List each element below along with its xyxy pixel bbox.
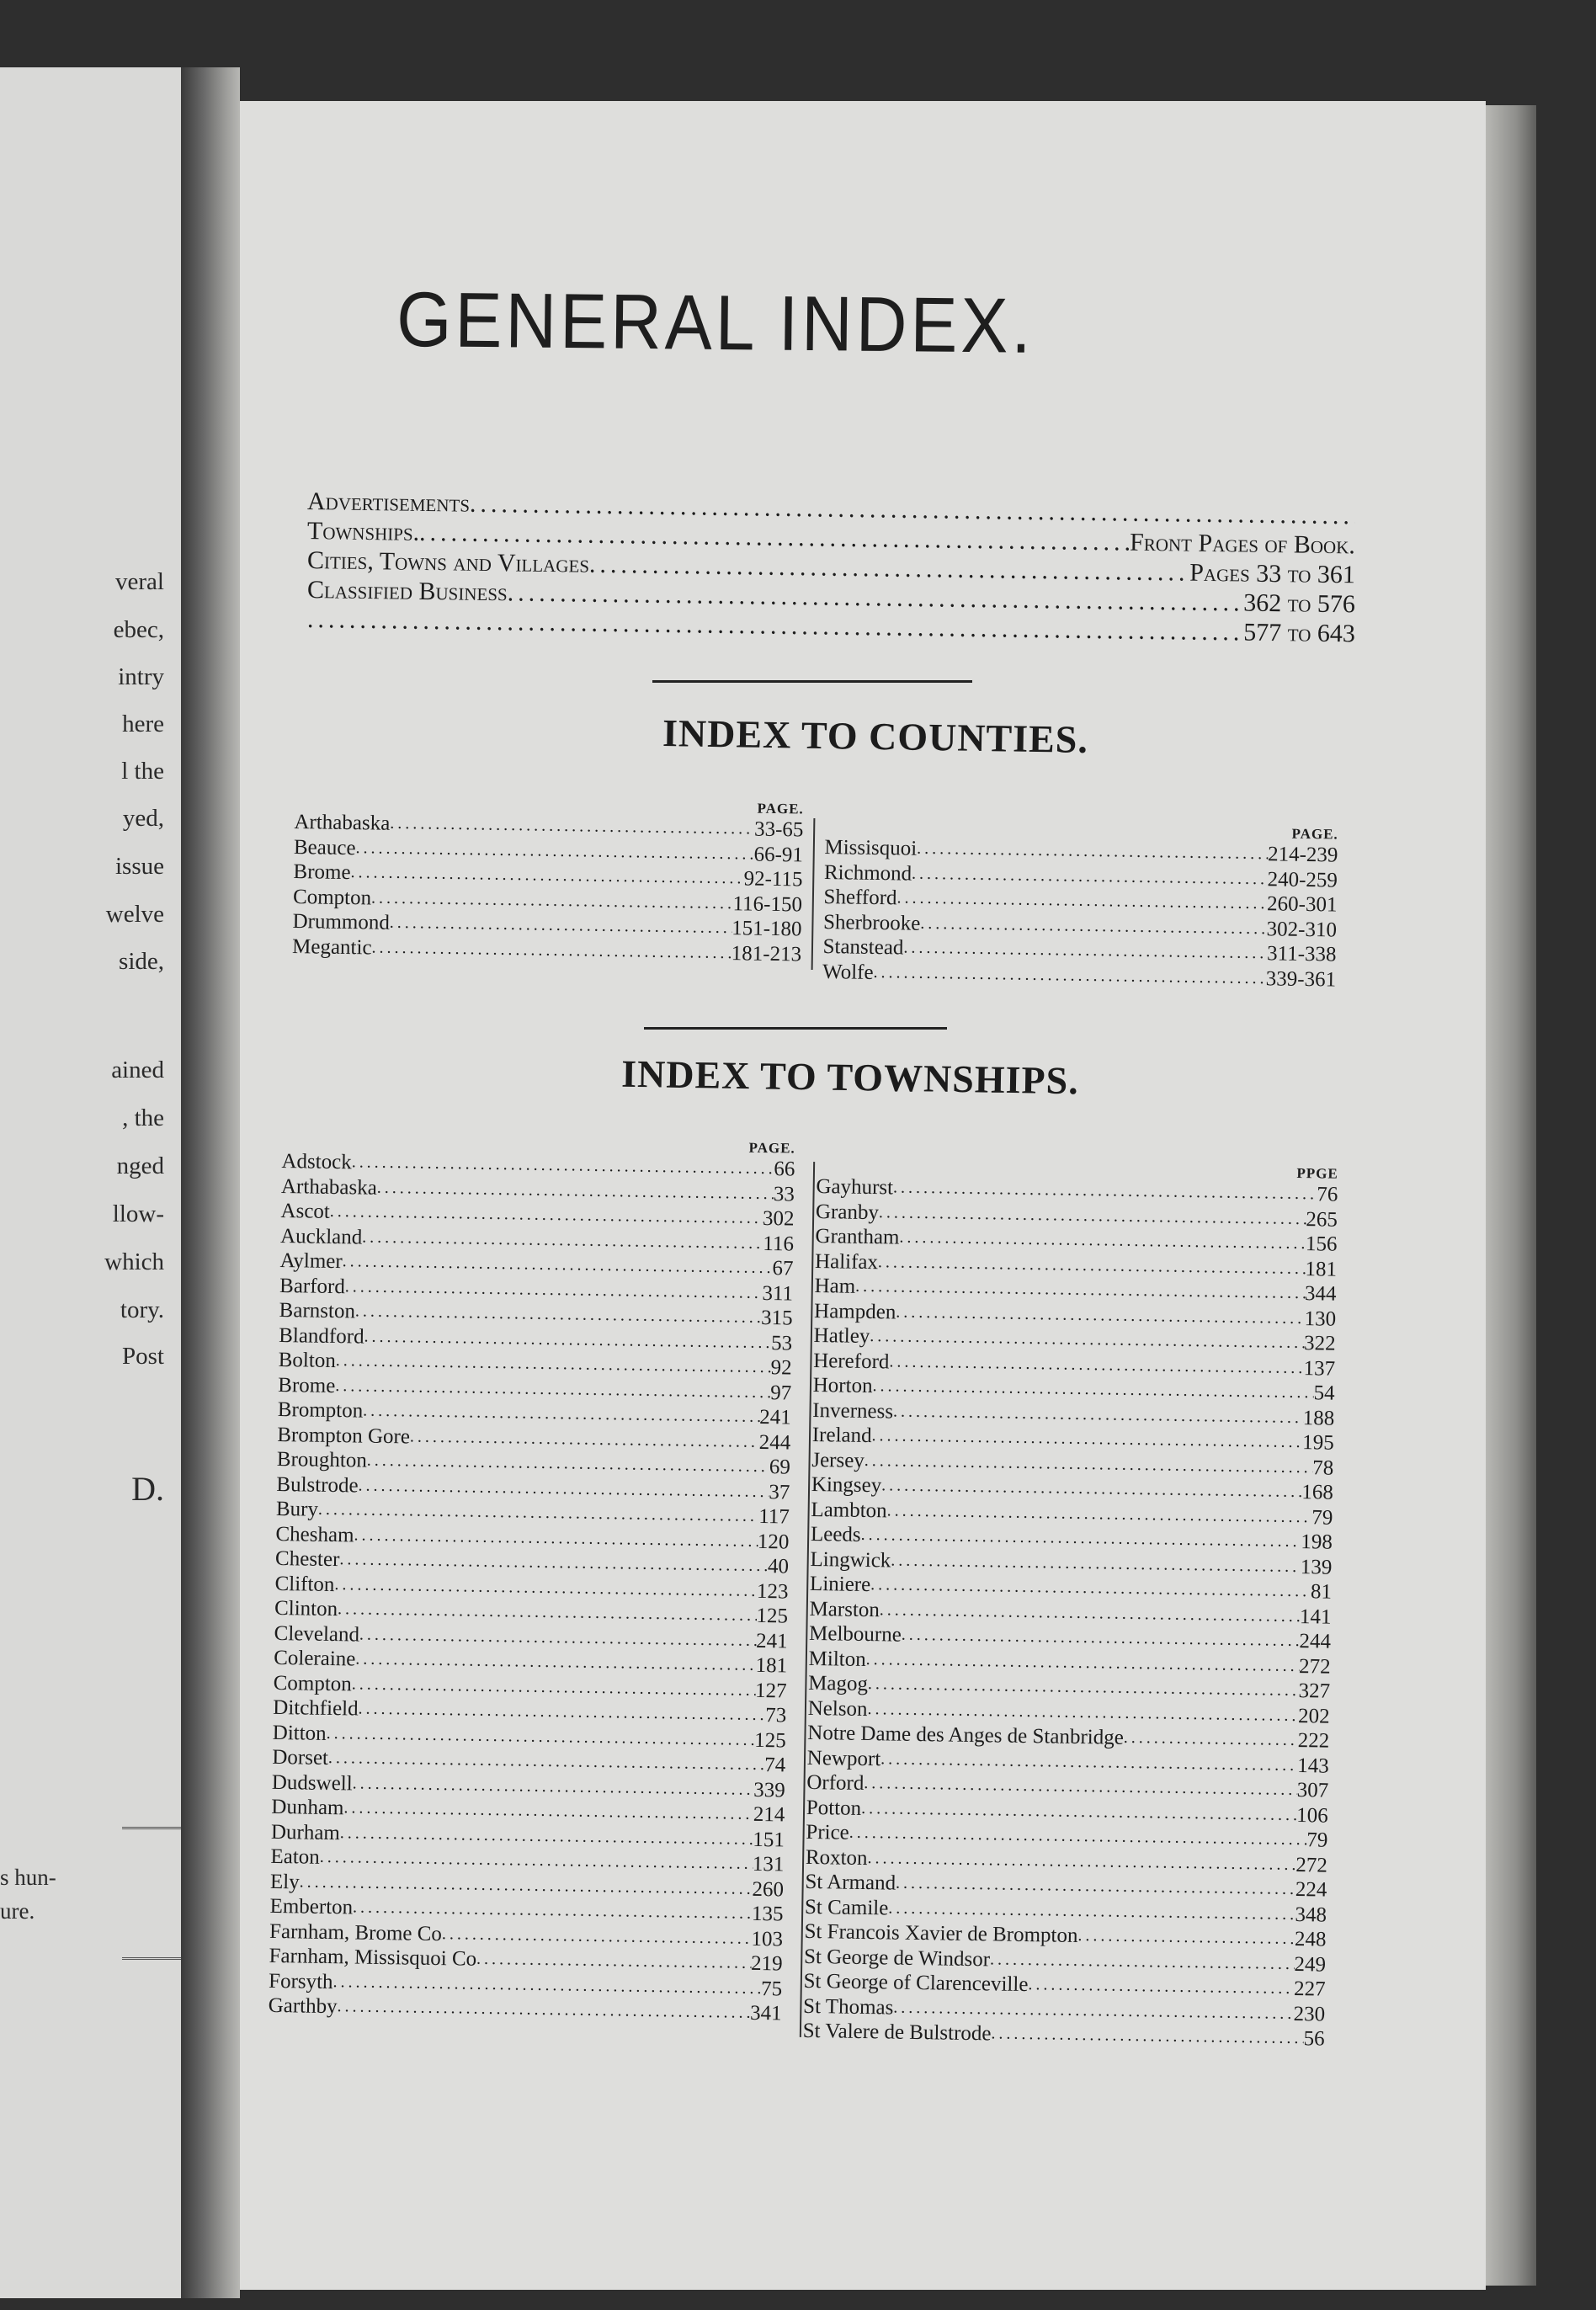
entry-page: 248 — [1294, 1928, 1327, 1951]
entry-page: 125 — [754, 1728, 786, 1752]
entry-page: 123 — [756, 1579, 789, 1604]
entry-name: Brompton — [277, 1397, 364, 1423]
entry-name: Liniere — [809, 1572, 871, 1597]
entry-page: 76 — [1317, 1183, 1338, 1206]
left-page-fragment: intry — [118, 663, 164, 690]
entry-name: Clinton — [274, 1596, 338, 1621]
entry-name: Dunham — [271, 1795, 344, 1820]
entry-name: St George de Windsor — [803, 1945, 991, 1971]
entry-name: Compton — [292, 885, 372, 909]
entry-page: 156 — [1305, 1232, 1338, 1256]
entry-page: 73 — [764, 1704, 787, 1727]
entry-name: Emberton — [269, 1894, 354, 1919]
entry-name: Beauce — [293, 835, 356, 860]
entry-page: 151-180 — [732, 917, 802, 941]
entry-name: Bulstrode — [276, 1472, 359, 1497]
entry-page: 120 — [757, 1530, 790, 1554]
entry-name: Milton — [808, 1647, 866, 1671]
entry-name: Wolfe — [822, 960, 874, 984]
entry-page: 260-301 — [1266, 892, 1338, 917]
entry-page: 260 — [752, 1877, 785, 1901]
entry-page: 249 — [1294, 1952, 1327, 1977]
entry-page: 143 — [1297, 1754, 1329, 1778]
entry-name: Brome — [278, 1373, 336, 1397]
entry-page: 131 — [752, 1852, 785, 1876]
entry-name: Eaton — [270, 1844, 321, 1869]
entry-page: 341 — [749, 2001, 782, 2025]
entry-page: 302-310 — [1266, 917, 1338, 942]
left-page-rule — [122, 1827, 181, 1833]
entry-page: 327 — [1298, 1679, 1331, 1703]
entry-page: 53 — [770, 1331, 793, 1355]
entry-page: 227 — [1293, 1977, 1326, 2001]
entry-page: 339 — [753, 1778, 786, 1802]
left-page-fragment: here — [122, 711, 164, 737]
entry-name: Arthabaska — [294, 810, 391, 835]
left-page-fragment: welve — [105, 901, 164, 928]
entry-page: 97 — [770, 1381, 792, 1405]
entry-name: Ascot — [280, 1199, 331, 1223]
entry-page: 348 — [1295, 1903, 1327, 1927]
entry-page: 117 — [758, 1504, 790, 1529]
entry-page: 181 — [1305, 1257, 1338, 1281]
entry-name: Barford — [279, 1274, 346, 1298]
entry-name: Aylmer — [279, 1248, 343, 1274]
left-page-fragment: ure. — [0, 1898, 35, 1924]
entry-name: Richmond — [823, 860, 912, 886]
entry-name: Barnston — [279, 1298, 356, 1323]
general-index-row: Classified Business ..... 362 to 576 — [307, 575, 1355, 619]
entry-name: Lambton — [811, 1498, 887, 1522]
entry-page: 139 — [1300, 1555, 1333, 1579]
entry-name: Grantham — [815, 1224, 900, 1249]
entry-name: Garthby — [268, 1993, 338, 2019]
entry-name: Notre Dame des Anges de Stanbridge — [807, 1721, 1125, 1749]
townships-right-column — [802, 1158, 1338, 2052]
townships-left-column — [268, 1132, 795, 2026]
entry-page: 322 — [1303, 1332, 1336, 1355]
left-page-fragment: side, — [119, 948, 164, 975]
entry-name: Durham — [270, 1820, 341, 1844]
left-page-fragment: veral — [115, 568, 164, 595]
page-column-label: PAGE. — [757, 800, 804, 817]
left-page-fragment: which — [104, 1248, 164, 1275]
entry-name: Price — [806, 1820, 849, 1844]
entry-page: 222 — [1297, 1729, 1330, 1753]
entry-page: 151 — [753, 1828, 785, 1851]
entry-page: 130 — [1304, 1307, 1337, 1331]
entry-page: 66-91 — [753, 843, 804, 866]
entry-name: Marston — [809, 1597, 880, 1621]
entry-page: 33-65 — [753, 817, 804, 842]
entry-name: Bolton — [278, 1348, 337, 1373]
entry-name: Roxton — [805, 1845, 868, 1870]
counties-left-column — [292, 793, 804, 966]
section-divider — [652, 680, 972, 683]
entry-page: 66 — [774, 1158, 795, 1181]
entry-name: Lingwick — [810, 1547, 891, 1572]
entry-name: Granby — [815, 1200, 880, 1224]
page-edge — [1486, 105, 1536, 2286]
entry-name: Ditchfield — [273, 1695, 359, 1721]
entry-name: St Francois Xavier de Brompton — [804, 1919, 1078, 1947]
left-page-fragment: issue — [115, 853, 164, 880]
entry-page: 74 — [764, 1754, 786, 1777]
entry-page: 79 — [1306, 1828, 1328, 1852]
page-column-label: PAGE. — [1291, 825, 1338, 843]
entry-page: 307 — [1296, 1779, 1329, 1802]
entry-name: Magog — [807, 1671, 869, 1696]
entry-page: 230 — [1293, 2002, 1326, 2026]
entry-page: 181 — [755, 1653, 788, 1678]
entry-name: Auckland — [279, 1224, 363, 1249]
entry-name: St Camile — [804, 1895, 889, 1919]
entry-page: 214-239 — [1267, 843, 1338, 867]
entry-page: 224 — [1295, 1878, 1327, 1902]
entry-name: Halifax — [814, 1249, 879, 1274]
entry-page: 214 — [753, 1802, 785, 1827]
entry-page: 67 — [772, 1257, 794, 1280]
entry-page: 168 — [1301, 1481, 1334, 1504]
entry-name: Jersey — [811, 1448, 865, 1472]
entry-name: Coleraine — [273, 1646, 356, 1671]
entry-name: Missisquoi — [824, 835, 918, 860]
entry-page: 79 — [1311, 1505, 1333, 1530]
entry-name: Hampden — [813, 1299, 896, 1324]
entry-name: Broughton — [276, 1447, 368, 1472]
entry-page: 116 — [763, 1232, 795, 1256]
general-index-row: Advertisements ..... — [307, 487, 1355, 530]
entry-name: Potton — [806, 1796, 862, 1820]
entry-name: Ireland — [811, 1423, 872, 1448]
entry-name: Farnham, Brome Co — [269, 1919, 443, 1945]
left-page-fragment: yed, — [122, 805, 164, 832]
left-page-rule — [122, 1957, 181, 1963]
entry-name: Blandford — [279, 1323, 364, 1349]
entry-page: 69 — [769, 1456, 791, 1479]
counties-right-column — [822, 818, 1338, 993]
general-index-row: Cities, Towns and Villages ..... Pages 33 to 361 — [307, 546, 1355, 589]
entry-page: 141 — [1299, 1605, 1332, 1629]
entry-page: 272 — [1298, 1654, 1331, 1679]
entry-name: Arthabaska — [280, 1174, 378, 1200]
entry-page: 40 — [767, 1555, 790, 1578]
entry-page: 33 — [773, 1182, 795, 1206]
entry-page: 56 — [1303, 2027, 1325, 2051]
entry-name: Chester — [274, 1546, 340, 1572]
entry-name: Farnham, Missisquoi Co — [269, 1944, 477, 1971]
left-page-fragment: ebec, — [113, 616, 164, 643]
entry-name: St Thomas — [802, 1994, 894, 2020]
entry-name: Ditton — [272, 1721, 327, 1745]
entry-name: Cleveland — [274, 1621, 360, 1647]
leader-dots — [991, 2021, 1304, 2051]
entry-name: Nelson — [807, 1696, 868, 1721]
entry-name: Hereford — [813, 1349, 890, 1373]
entry-page: 244 — [1299, 1630, 1332, 1653]
entry-page: 315 — [760, 1306, 793, 1330]
entry-name: Compton — [273, 1671, 353, 1695]
entry-name: St George of Clarenceville — [803, 1969, 1029, 1997]
entry-name: Brome — [293, 860, 351, 885]
entry-page: 75 — [760, 1977, 783, 2000]
general-index-row: ..... 577 to 643 — [307, 604, 1355, 648]
left-page-fragment: s hun- — [0, 1865, 56, 1890]
entry-name: Dudswell — [271, 1770, 353, 1795]
entry-name: Kingsey — [811, 1472, 882, 1498]
entry-page: 81 — [1310, 1580, 1333, 1604]
entry-name: St Armand — [805, 1870, 896, 1895]
entry-name: Ely — [269, 1870, 300, 1893]
left-page-fragment: tory. — [120, 1296, 164, 1323]
page-column-label: PAGE. — [748, 1139, 795, 1157]
entry-name: Orford — [806, 1770, 864, 1795]
entry-page: 240-259 — [1267, 867, 1338, 892]
entry-name: Ham — [814, 1274, 856, 1298]
left-page-fragment: D. — [131, 1470, 164, 1508]
page-title: GENERAL INDEX. — [396, 275, 1035, 370]
entry-name: Stanstead — [822, 934, 904, 960]
left-page-fragment: nged — [116, 1152, 164, 1179]
entry-page: 202 — [1297, 1704, 1330, 1728]
entry-page: 272 — [1295, 1853, 1328, 1877]
entry-page: 195 — [1302, 1431, 1334, 1455]
entry-page: 344 — [1304, 1282, 1337, 1306]
entry-page: 116-150 — [732, 892, 803, 916]
section-divider — [644, 1027, 947, 1030]
entry-page: 125 — [756, 1604, 789, 1628]
entry-page: 302 — [762, 1206, 795, 1231]
entry-page: 137 — [1303, 1356, 1336, 1381]
entry-page: 339-361 — [1265, 966, 1337, 992]
entry-name: Leeds — [810, 1522, 861, 1546]
entry-name: Drummond — [292, 909, 391, 934]
entry-page: 188 — [1302, 1406, 1335, 1430]
entry-name: St Valere de Bulstrode — [802, 2019, 992, 2046]
entry-name: Hatley — [813, 1323, 870, 1349]
entry-page: 219 — [750, 1951, 783, 1976]
entry-name: Newport — [806, 1746, 881, 1770]
left-facing-page — [0, 67, 181, 2298]
entry-name: Horton — [812, 1373, 873, 1398]
left-page-fragment: l the — [121, 758, 164, 785]
entry-page: 92-115 — [743, 867, 803, 892]
entry-name: Bury — [275, 1497, 319, 1521]
entry-name: Inverness — [812, 1398, 894, 1423]
entry-page: 244 — [758, 1430, 791, 1455]
entry-page: 311-338 — [1266, 942, 1337, 966]
entry-name: Dorset — [272, 1745, 329, 1770]
page-column-label: PPGE — [1296, 1164, 1338, 1182]
entry-page: 92 — [770, 1356, 792, 1380]
entry-page: 265 — [1306, 1207, 1338, 1232]
entry-page: 127 — [754, 1679, 787, 1702]
entry-name: Melbourne — [808, 1621, 902, 1647]
entry-page: 198 — [1301, 1530, 1333, 1554]
entry-page: 181-213 — [731, 941, 802, 966]
counties-heading: INDEX TO COUNTIES. — [662, 711, 1089, 761]
townships-heading: INDEX TO TOWNSHIPS. — [620, 1051, 1080, 1103]
entry-name: Gayhurst — [816, 1174, 894, 1200]
left-page-fragment: llow- — [112, 1200, 164, 1227]
book-spine — [181, 67, 240, 2298]
left-page-fragment: Post — [122, 1343, 164, 1370]
entry-page: 103 — [751, 1927, 784, 1951]
entry-name: Forsyth — [268, 1969, 333, 1993]
entry-page: 311 — [762, 1281, 794, 1306]
left-page-fragment: , the — [122, 1104, 164, 1131]
entry-page: 241 — [755, 1629, 788, 1653]
entry-page: 54 — [1313, 1381, 1335, 1405]
entry-page: 241 — [759, 1405, 791, 1429]
entry-page: 78 — [1312, 1456, 1334, 1480]
entry-page: 135 — [751, 1902, 784, 1926]
entry-name: Megantic — [291, 934, 372, 959]
entry-name: Clifton — [274, 1572, 335, 1596]
entry-name: Shefford — [823, 885, 897, 910]
entry-name: Adstock — [281, 1149, 352, 1174]
entry-name: Chesham — [275, 1522, 354, 1546]
leader-dots — [1077, 1924, 1295, 1952]
left-page-fragment: ained — [111, 1057, 164, 1083]
entry-name: Brompton Gore — [277, 1423, 411, 1448]
entry-page: 106 — [1296, 1803, 1329, 1828]
leader-dots — [1124, 1726, 1298, 1754]
general-index-row: Townships. ..... Front Pages of Book. — [307, 516, 1355, 560]
entry-page: 37 — [769, 1480, 790, 1504]
entry-name: Sherbrooke — [822, 910, 921, 935]
